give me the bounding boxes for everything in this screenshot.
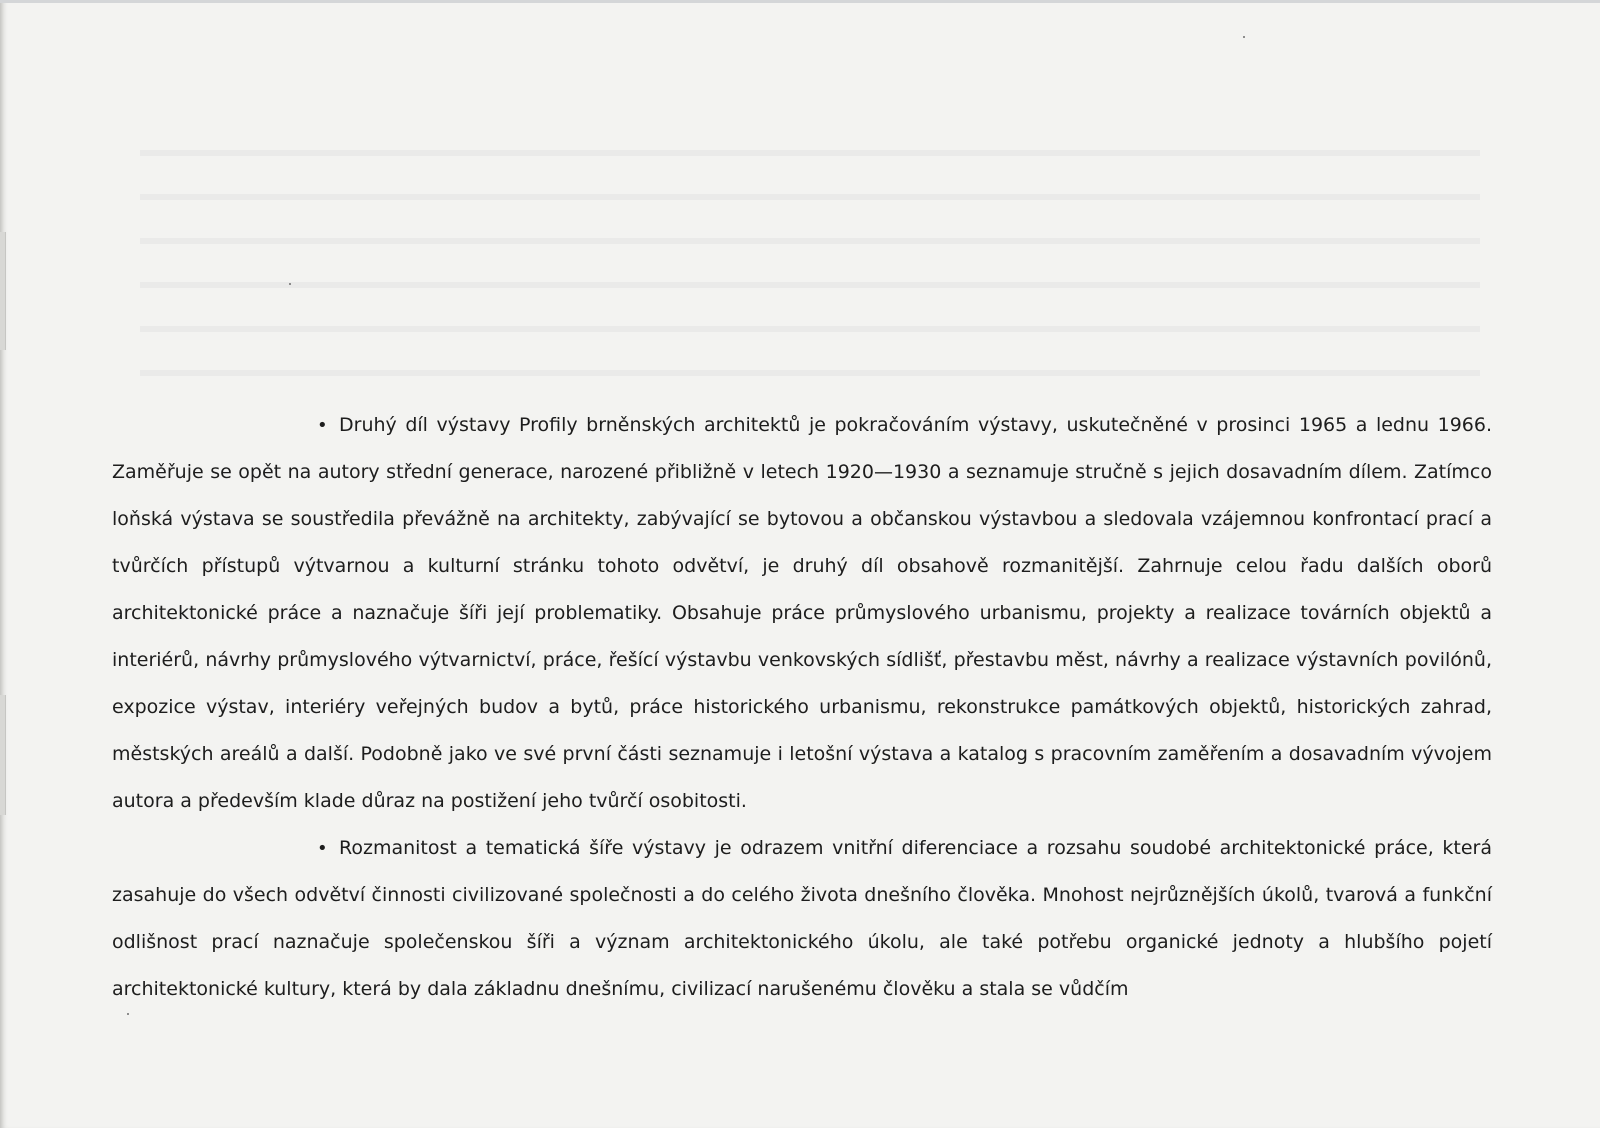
bullet-icon: • [317, 838, 328, 859]
binding-tab-lower [0, 695, 6, 815]
paper-speck [1243, 36, 1245, 38]
paper-speck [127, 1013, 129, 1015]
paragraph-2-text: Rozmanitost a tematická šíře výstavy je odrazem vnitřní diferenciace a rozsahu soudobé architektonické práce, která zasahuje do všech odvětví činnosti civilizované společnosti a do celého života dnešního člověka. Mnohost nejrůznějších úkolů, tvarová a funkční odlišnost prací naznačuje společenskou šíři a význam architektonického úkolu, ale také potřebu organické jednoty a hlubšího pojetí architektonické kultury, která by dala základnu dnešnímu, civilizací narušenému člověku a stala se vůdčím [112, 837, 1492, 1000]
body-text [112, 402, 1492, 1013]
paragraph-1 [112, 402, 1492, 825]
paper-speck [289, 283, 291, 285]
show-through-shadow [140, 150, 1480, 400]
binding-tab-upper [0, 232, 6, 350]
paragraph-1-text: Druhý díl výstavy Profily brněnských architektů je pokračováním výstavy, uskutečněné v prosinci 1965 a lednu 1966. Zaměřuje se opět na autory střední generace, narozené přibližně v letech 1920—1930 a seznamuje stručně s jejich dosavadním dílem. Zatímco loňská výstava se soustředila převážně na architekty, zabývající se bytovou a občanskou výstavbou a sledovala vzájemnou konfrontací prací a tvůrčích přístupů výtvarnou a kulturní stránku tohoto odvětví, je druhý díl obsahově rozmanitější. Zahrnuje celou řadu dalších oborů architektonické práce a naznačuje šíři její problematiky. Obsahuje práce průmyslového urbanismu, projekty a realizace továrních objektů a interiérů, návrhy průmyslového výtvarnictví, práce, řešící výstavbu venkovských sídlišť, přestavbu měst, návrhy a realizace výstavních povilónů, expozice výstav, interiéry veřejných budov a bytů, práce historického urbanismu, rekonstrukce památkových objektů, historických zahrad, městských areálů a další. Podobně jako ve své první části seznamuje i letošní výstava a katalog s pracovním zaměřením a dosavadním vývojem autora a především klade důraz na postižení jeho tvůrčí osobitosti. [112, 414, 1492, 812]
bullet-icon: • [317, 415, 328, 436]
paragraph-2 [112, 825, 1492, 1013]
